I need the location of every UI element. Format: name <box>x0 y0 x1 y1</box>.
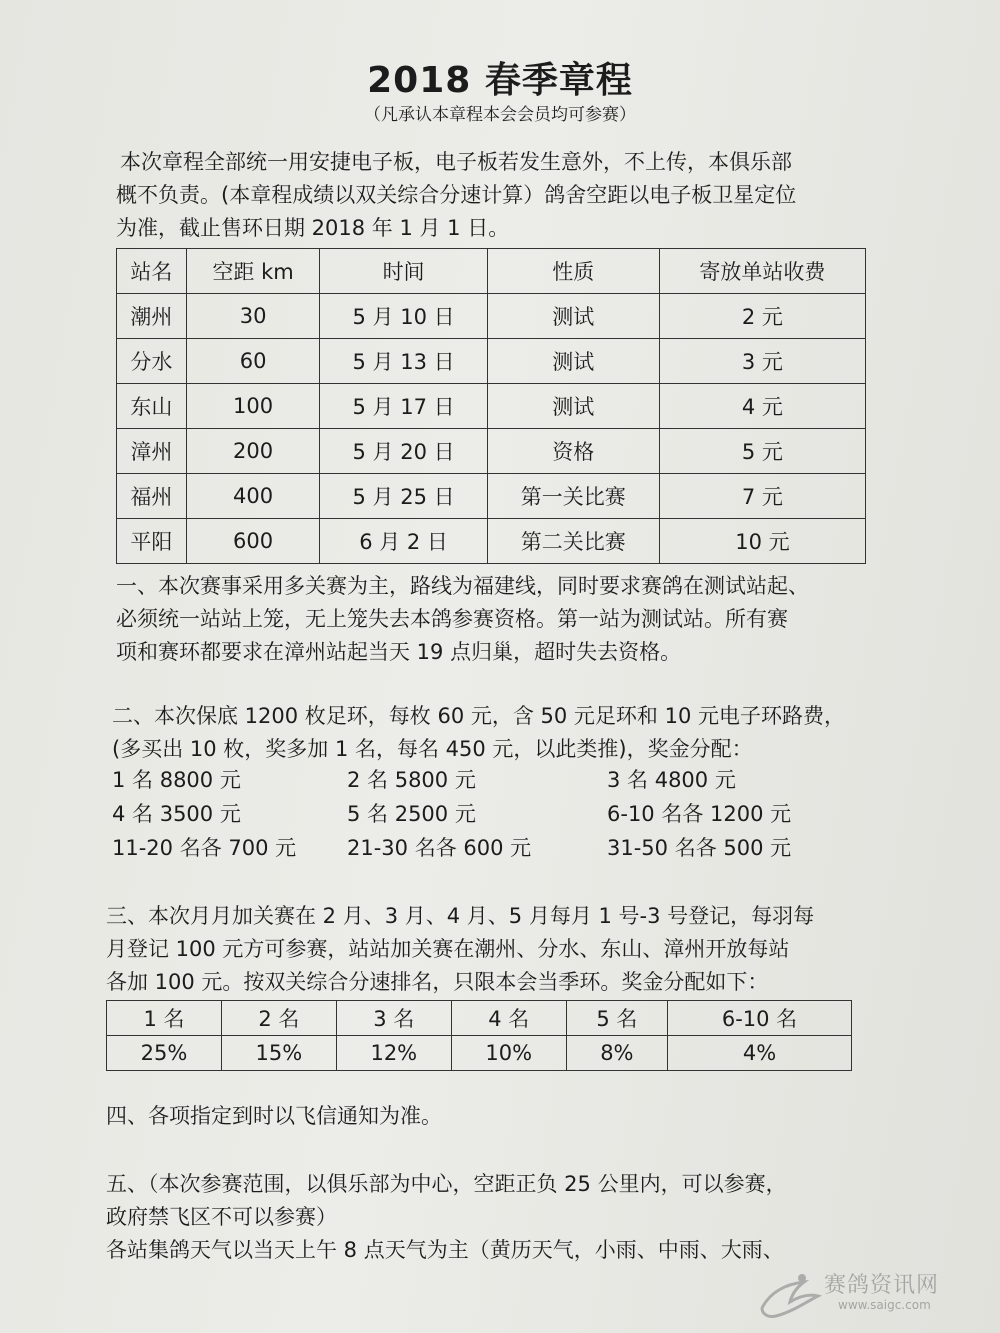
bonus-percent: 4% <box>668 1036 852 1071</box>
section-three-line: 各加 100 元。按双关综合分速排名，只限本会当季环。奖金分配如下： <box>106 970 769 994</box>
schedule-header: 性质 <box>487 249 659 294</box>
bonus-rank: 2 名 <box>221 1001 336 1036</box>
intro-line: 为准，截止售环日期 2018 年 1 月 1 日。 <box>116 216 510 240</box>
bonus-rank: 3 名 <box>336 1001 451 1036</box>
race-date: 5 月 17 日 <box>320 384 487 429</box>
section-four <box>106 1100 442 1133</box>
distance-km: 400 <box>186 474 320 519</box>
prize-item: 1 名 8800 元 <box>112 768 241 792</box>
prize-item: 31-50 名各 500 元 <box>607 836 792 860</box>
bonus-percent: 12% <box>336 1036 451 1071</box>
station-fee: 10 元 <box>659 519 865 564</box>
intro-line: 概不负责。(本章程成绩以双关综合分速计算）鸽舍空距以电子板卫星定位 <box>116 183 797 207</box>
prize-item: 2 名 5800 元 <box>347 768 476 792</box>
prize-item: 3 名 4800 元 <box>607 768 736 792</box>
schedule-header: 时间 <box>320 249 487 294</box>
prize-row <box>112 798 832 832</box>
section-five-line: 各站集鸽天气以当天上午 8 点天气为主（黄历天气，小雨、中雨、大雨、 <box>106 1238 784 1262</box>
race-type: 第一关比赛 <box>487 474 659 519</box>
intro-line: 本次章程全部统一用安捷电子板，电子板若发生意外，不上传，本俱乐部 <box>120 150 792 174</box>
prize-row <box>112 832 832 866</box>
station-fee: 2 元 <box>659 294 865 339</box>
distance-km: 200 <box>186 429 320 474</box>
intro-paragraph <box>116 146 796 245</box>
section-five <box>106 1168 787 1267</box>
watermark <box>756 1262 986 1322</box>
race-type: 测试 <box>487 294 659 339</box>
bonus-rank: 1 名 <box>107 1001 222 1036</box>
section-two-line: (多买出 10 枚，奖多加 1 名，每名 450 元，以此类推)，奖金分配： <box>112 737 753 761</box>
section-three-line: 三、本次月月加关赛在 2 月、3 月、4 月、5 月每月 1 号-3 号登记，每羽每 <box>106 904 815 928</box>
section-five-line: 五、（本次参赛范围，以俱乐部为中心，空距正负 25 公里内，可以参赛， <box>106 1172 787 1196</box>
table-row <box>117 294 866 339</box>
schedule-header: 空距 km <box>186 249 320 294</box>
race-date: 5 月 25 日 <box>320 474 487 519</box>
race-date: 5 月 13 日 <box>320 339 487 384</box>
prize-item: 11-20 名各 700 元 <box>112 836 297 860</box>
bonus-percent: 15% <box>221 1036 336 1071</box>
section-one <box>116 570 809 669</box>
distance-km: 100 <box>186 384 320 429</box>
race-type: 测试 <box>487 339 659 384</box>
bonus-rank-row <box>107 1001 852 1036</box>
bonus-percent: 8% <box>566 1036 667 1071</box>
watermark-text: 赛鸽资讯网 <box>824 1273 940 1298</box>
distance-km: 30 <box>186 294 320 339</box>
schedule-table <box>116 248 866 564</box>
table-row <box>117 384 866 429</box>
bonus-percent-row <box>107 1036 852 1071</box>
station-name: 漳州 <box>117 429 187 474</box>
section-five-line: 政府禁飞区不可以参赛） <box>106 1205 337 1229</box>
station-name: 福州 <box>117 474 187 519</box>
race-type: 测试 <box>487 384 659 429</box>
section-one-line: 一、本次赛事采用多关赛为主，路线为福建线，同时要求赛鸽在测试站起、 <box>116 574 809 598</box>
distance-km: 600 <box>186 519 320 564</box>
station-fee: 7 元 <box>659 474 865 519</box>
table-row <box>117 339 866 384</box>
race-type: 资格 <box>487 429 659 474</box>
schedule-header-row <box>117 249 866 294</box>
station-name: 东山 <box>117 384 187 429</box>
section-one-line: 必须统一站站上笼，无上笼失去本鸽参赛资格。第一站为测试站。所有赛 <box>116 607 788 631</box>
distance-km: 60 <box>186 339 320 384</box>
bonus-rank: 6-10 名 <box>668 1001 852 1036</box>
station-name: 潮州 <box>117 294 187 339</box>
bonus-table <box>106 1000 852 1071</box>
section-three-line: 月登记 100 元方可参赛，站站加关赛在潮州、分水、东山、漳州开放每站 <box>106 937 790 961</box>
table-row <box>117 474 866 519</box>
page-title: 2018 春季章程 <box>367 60 633 101</box>
prize-item: 4 名 3500 元 <box>112 802 241 826</box>
station-fee: 4 元 <box>659 384 865 429</box>
station-name: 平阳 <box>117 519 187 564</box>
watermark-url: www.saigc.com <box>838 1298 931 1312</box>
prize-list <box>112 764 832 866</box>
bonus-percent: 10% <box>451 1036 566 1071</box>
section-one-line: 项和赛环都要求在漳州站起当天 19 点归巢，超时失去资格。 <box>116 640 682 664</box>
bonus-rank: 4 名 <box>451 1001 566 1036</box>
race-date: 5 月 20 日 <box>320 429 487 474</box>
section-three <box>106 900 814 999</box>
prize-item: 21-30 名各 600 元 <box>347 836 532 860</box>
table-row <box>117 429 866 474</box>
section-two-line: 二、本次保底 1200 枚足环，每枚 60 元，含 50 元足环和 10 元电子环路费， <box>112 704 846 728</box>
bonus-rank: 5 名 <box>566 1001 667 1036</box>
schedule-header: 站名 <box>117 249 187 294</box>
schedule-header: 寄放单站收费 <box>659 249 865 294</box>
race-date: 5 月 10 日 <box>320 294 487 339</box>
page-subtitle: （凡承认本章程本会会员均可参赛） <box>364 105 636 125</box>
section-two <box>112 700 845 766</box>
prize-item: 6-10 名各 1200 元 <box>607 802 792 826</box>
prize-item: 5 名 2500 元 <box>347 802 476 826</box>
prize-row <box>112 764 832 798</box>
station-name: 分水 <box>117 339 187 384</box>
station-fee: 5 元 <box>659 429 865 474</box>
station-fee: 3 元 <box>659 339 865 384</box>
section-four-line: 四、各项指定到时以飞信通知为准。 <box>106 1104 442 1128</box>
bonus-percent: 25% <box>107 1036 222 1071</box>
race-type: 第二关比赛 <box>487 519 659 564</box>
table-row <box>117 519 866 564</box>
race-date: 6 月 2 日 <box>320 519 487 564</box>
pigeon-logo-icon <box>756 1262 822 1320</box>
